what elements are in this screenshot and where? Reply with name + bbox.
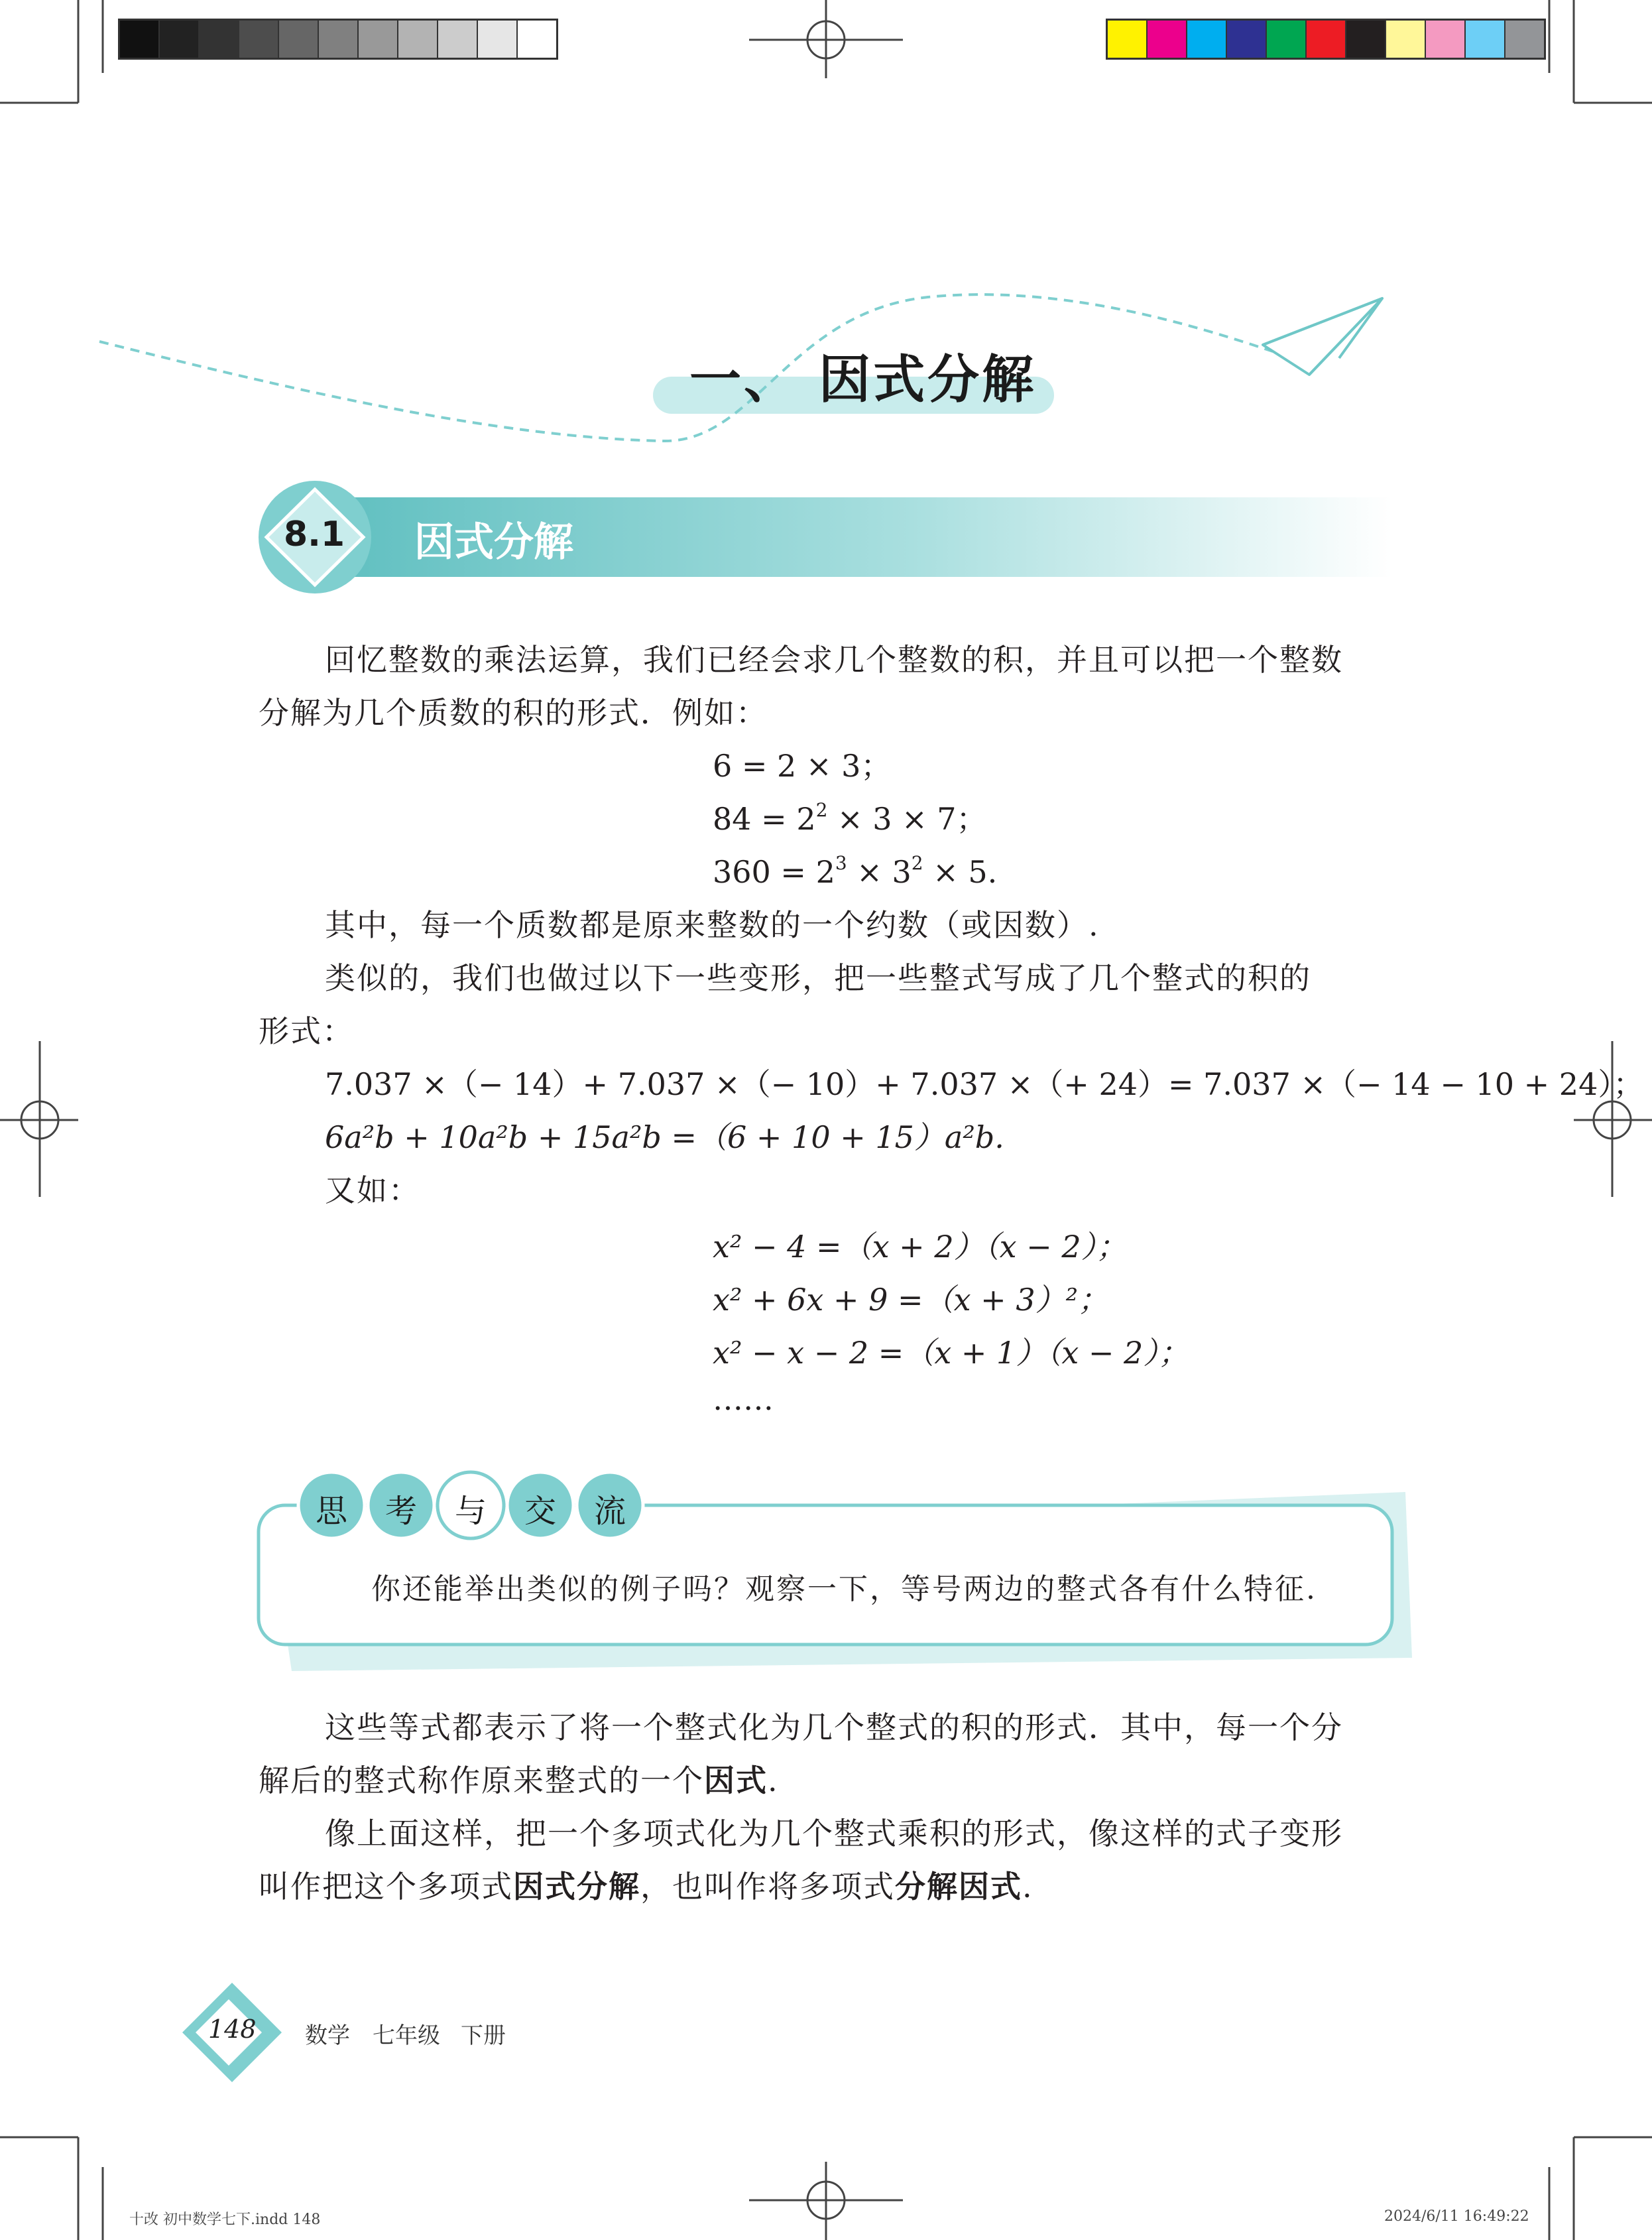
think-title-char: 与 (454, 1493, 487, 1530)
definition-line-1: 像上面这样，把一个多项式化为几个整式乘积的形式，像这样的式子变形 (325, 1816, 1343, 1851)
also-label: 又如： (325, 1172, 420, 1208)
conclusion-line-1: 这些等式都表示了将一个整式化为几个整式的积的形式．其中，每一个分 (325, 1710, 1343, 1745)
exponent: 3 (835, 852, 847, 874)
intro-line-1: 回忆整数的乘法运算，我们已经会求几个整数的积，并且可以把一个整数 (325, 642, 1343, 678)
think-title-char: 交 (524, 1493, 556, 1530)
paper-plane-icon (1263, 298, 1382, 375)
exponent: 2 (815, 799, 828, 821)
factor-example-1: x² − 4 =（x + 2）（x − 2）； (713, 1229, 1127, 1265)
definition-text: ，也叫作将多项式 (640, 1869, 895, 1904)
int-example-2-base: 84 = 2 (713, 801, 816, 837)
int-example-1: 6 = 2 × 3； (713, 748, 892, 784)
term-factor: 因式 (704, 1763, 768, 1798)
definition-text: 叫作把这个多项式 (259, 1869, 513, 1904)
poly-example-1: 7.037 ×（− 14）+ 7.037 ×（− 10）+ 7.037 ×（+ 24）= 7.037 ×（− 14 − 10 + 24）； (325, 1066, 1644, 1102)
think-title-char: 考 (384, 1493, 417, 1530)
conclusion-text: 解后的整式称作原来整式的一个 (259, 1763, 704, 1798)
intro-line-2: 分解为几个质数的积的形式．例如： (259, 695, 768, 731)
exponent: 2 (911, 852, 923, 874)
poly-example-2: 6a²b + 10a²b + 15a²b =（6 + 10 + 15）a²b. (325, 1119, 1004, 1155)
term-factoring: 分解因式 (895, 1869, 1022, 1904)
note-divisor: 其中，每一个质数都是原来整数的一个约数（或因数）. (325, 907, 1100, 943)
int-example-3-mid: × 3 (847, 854, 912, 890)
conclusion-line-2 (259, 1754, 779, 1807)
section-title: 因式分解 (414, 519, 573, 566)
footer-grade: 七年级 (373, 2022, 440, 2049)
page-number: 148 (208, 2015, 257, 2044)
int-example-2 (713, 792, 987, 845)
int-example-3 (713, 845, 997, 899)
chapter-title: 一、 因式分解 (689, 350, 1037, 410)
think-title-char: 思 (315, 1493, 347, 1530)
footer-volume: 下册 (461, 2022, 506, 2049)
think-box-question: 你还能举出类似的例子吗？观察一下，等号两边的整式各有什么特征. (371, 1572, 1317, 1606)
slug-timestamp: 2024/6/11 16:49:22 (1384, 2208, 1529, 2225)
footer-subject: 数学 (305, 2022, 350, 2049)
think-title-char: 流 (593, 1493, 626, 1530)
section-number-badge: 8.1 (284, 515, 345, 554)
factor-example-3: x² − x − 2 =（x + 1）（x − 2）； (713, 1335, 1189, 1371)
factor-example-2: x² + 6x + 9 =（x + 3）²； (713, 1282, 1109, 1318)
int-example-3-rest: × 5. (923, 854, 998, 890)
definition-text: . (1022, 1869, 1033, 1904)
similar-line-2: 形式： (259, 1013, 354, 1049)
term-factorization: 因式分解 (513, 1869, 640, 1904)
int-example-2-rest: × 3 × 7； (827, 801, 987, 837)
conclusion-text: . (768, 1763, 779, 1798)
similar-line-1: 类似的，我们也做过以下一些变形，把一些整式写成了几个整式的积的 (325, 960, 1311, 996)
int-example-3-base: 360 = 2 (713, 854, 835, 890)
definition-line-2 (259, 1860, 1033, 1913)
slug-file: 十改 初中数学七下.indd 148 (129, 2211, 321, 2228)
factor-example-ellipsis: …… (713, 1381, 774, 1417)
